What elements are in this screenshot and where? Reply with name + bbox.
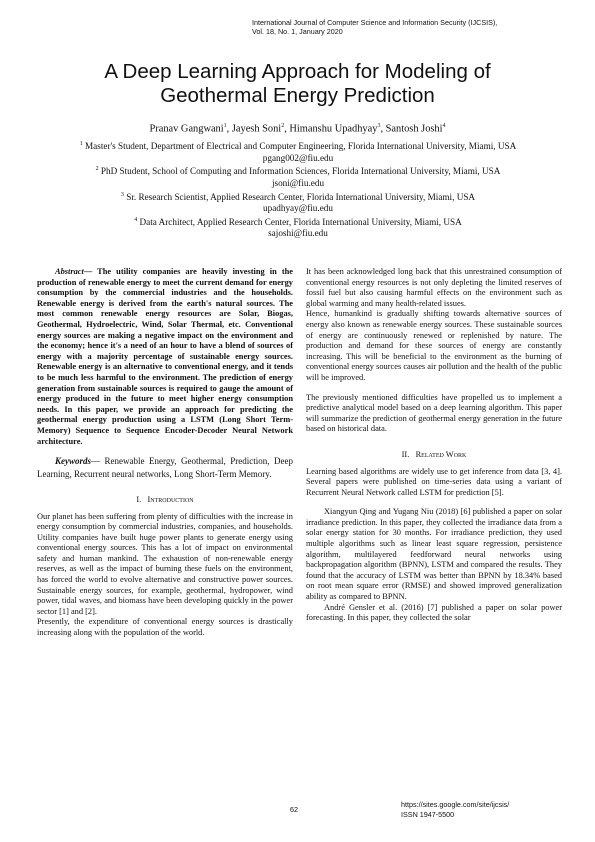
paragraph: Hence, humankind is gradually shifting towards alternative sources of energy also known as renewable energy sources. These sustainable sources of energy are continuously renewed or replenished by nature. The production and demand for these sources of energy are constantly increasing. This will be beneficial to the environment as the burning of conventional energy sources causes air pollution and the health of the public will be improved. <box>306 309 562 382</box>
affiliation <box>48 215 548 229</box>
paragraph: Presently, the expenditure of conventional energy sources is drastically increasing along with the population of the world. <box>37 617 293 638</box>
paper-title <box>40 60 555 108</box>
abstract-dash: — <box>83 267 98 276</box>
page-number: 62 <box>290 805 298 814</box>
author-email: sajoshi@fiu.edu <box>268 228 328 239</box>
issn: ISSN 1947-5500 <box>401 809 455 819</box>
author-superscript: 1 <box>223 123 227 129</box>
affiliation-text: Data Architect, Applied Research Center, Florida International University, Miami, USA <box>139 216 462 227</box>
author-name: Jayesh Soni <box>231 123 282 135</box>
title-line-1: A Deep Learning Approach for Modeling of <box>104 60 491 83</box>
paragraph: Xiangyun Qing and Yugang Niu (2018) [6] published a paper on solar irradiance prediction. In this paper, they collected the irradiance data from a solar energy station for 30 months. For irradiance prediction, they used multiple algorithms such as linear least square regression, persistence algorithm, multilayered feedforward neural networks using backpropagation algorithm (BPNN), LSTM and compared the results. They found that the accuracy of LSTM was better than BPNN by 18.34% based on root mean square error (RMSE) and showed improved generalization ability as compared to BPNN. <box>306 507 562 602</box>
author-email: jsoni@fiu.edu <box>271 177 325 188</box>
affiliations <box>48 139 548 240</box>
journal-header <box>252 18 572 37</box>
author-superscript: 3 <box>377 123 381 129</box>
author-name: Himanshu Upadhyay <box>289 123 378 135</box>
author-name: Santosh Joshi <box>385 123 443 135</box>
affiliation <box>48 164 548 178</box>
author-email: upadhyay@fiu.edu <box>263 203 333 214</box>
journal-name: International Journal of Computer Science and Information Security (IJCSIS), <box>252 18 498 27</box>
paragraph: André Gensler et al. (2016) [7] published a paper on solar power forecasting. In this paper, they collected the solar <box>306 602 562 623</box>
keywords-label: Keywords <box>55 456 91 467</box>
author-superscript: 4 <box>442 123 446 129</box>
author-list <box>40 123 555 134</box>
abstract <box>37 267 293 447</box>
journal-url[interactable]: https://sites.google.com/site/ijcsis/ <box>401 800 510 809</box>
abstract-label: Abstract <box>55 267 84 276</box>
affiliation <box>48 190 548 204</box>
affiliation <box>48 139 548 153</box>
author-separator: , <box>380 123 386 135</box>
author-email: pgang002@fiu.edu <box>262 152 334 163</box>
keywords-dash: — <box>91 456 105 467</box>
title-line-2: Geothermal Energy Prediction <box>160 84 435 107</box>
author-name: Pranav Gangwani <box>149 123 224 135</box>
right-column <box>306 267 562 624</box>
section-heading-related-work <box>306 450 562 461</box>
section-title: Related Work <box>415 449 467 459</box>
affiliation-text: PhD Student, School of Computing and Information Sciences, Florida International University, Miami, USA <box>100 166 501 177</box>
author-superscript: 2 <box>281 123 285 129</box>
paragraph: It has been acknowledged long back that this unrestrained consumption of conventional energy resources is not only depleting the limited reserves of fossil fuel but also causing harmful effects on the environment such as global warming and many health-related issues. <box>306 267 562 308</box>
author-separator: , <box>226 123 232 135</box>
paragraph: Learning based algorithms are widely use to get inference from data [3, 4]. Several papers were published on time-series data using a variant of Recurrent Neural Network called LSTM for prediction [5]. <box>306 466 562 497</box>
author-separator: , <box>284 123 290 135</box>
paragraph: The previously mentioned difficulties have propelled us to implement a predictive analytical model based on a deep learning algorithm. This paper will summarize the prediction of geothermal energy generation in the future based on historical data. <box>306 392 562 434</box>
journal-volume: Vol. 18, No. 1, January 2020 <box>252 27 343 37</box>
abstract-text: The utility companies are heavily investing in the production of renewable energy to meet the current demand for energy consumption by the commercial industries and the households. Renewable energy is derived from the earth's natural sources. The most common renewable energy resources are Solar, Biogas, Geothermal, Hydroelectric, Wind, Solar Thermal, etc. Conventional energy sources are making a negative impact on the environment and the economy; hence it's a need of an hour to have a blend of sources of energy with a majority percentage of sustainable energy sources. Renewable energy is an alternative to conventional energy, and it tends to be much less harmful to the environment. The prediction of energy generation from sustainable sources is required to gauge the amount of energy produced in the future to meet higher energy consumption needs. In this paper, we provide an approach for predicting the geothermal energy production using a LSTM (Long Short Term-Memory) Sequence to Sequence Encoder-Decoder Neural Network architecture. <box>37 267 293 446</box>
keywords <box>37 455 293 480</box>
affiliation-superscript: 2 <box>95 166 99 173</box>
paragraph: Our planet has been suffering from plenty of difficulties with the increase in energy consumption by commercial industries, companies, and households. Utility companies have built huge power plants to generate energy using conventional energy sources. This has a lot of impact on environmental safety and human mankind. The exhaustion of non-renewable energy reserves, as well as the impact of burning these fuels on the environment, has forced the world to evolve alternative and constructive power sources. Sustainable energy sources, for example, geothermal, hydropower, wind power, tidal waves, and biomass have been developing quickly in the power sector [1] and [2]. <box>37 511 293 616</box>
affiliation-superscript: 3 <box>120 191 124 198</box>
keywords-text: Renewable Energy, Geothermal, Prediction, Deep Learning, Recurrent neural networks, Long Short-Term Memory. <box>37 456 294 479</box>
affiliation-superscript: 1 <box>79 141 83 147</box>
section-heading-introduction <box>37 495 293 506</box>
section-number: II. <box>401 449 410 459</box>
section-title: Introduction <box>147 494 194 504</box>
left-column <box>37 267 293 639</box>
affiliation-text: Master's Student, Department of Electrical and Computer Engineering, Florida International University, Miami, USA <box>85 141 517 152</box>
affiliation-text: Sr. Research Scientist, Applied Research Center, Florida International University, Miami, USA <box>126 191 476 202</box>
affiliation-superscript: 4 <box>134 216 138 223</box>
section-number: I. <box>136 494 142 504</box>
footer-info <box>401 800 509 819</box>
